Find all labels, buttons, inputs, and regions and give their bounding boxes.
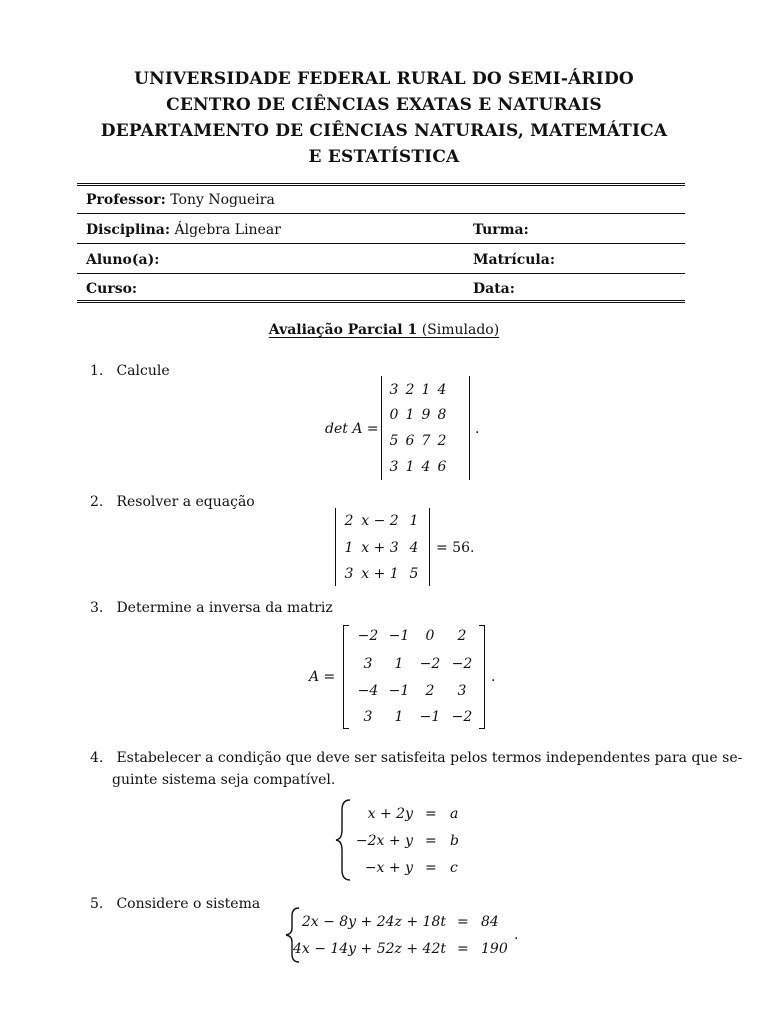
aluno-label: Aluno(a): — [86, 252, 160, 268]
matrix-entry: 2 — [425, 683, 435, 699]
matrix-entry: 4 — [421, 459, 431, 475]
matrix-entry: −4 — [357, 683, 379, 699]
matrix-entry: 3 — [363, 656, 373, 672]
question-1 — [90, 362, 170, 380]
q3-end: . — [491, 669, 496, 685]
question-5 — [90, 895, 260, 913]
question-4 — [90, 749, 742, 767]
system-term: 2x − 8y + 24z + 18t — [301, 914, 446, 930]
question-number: 5. — [90, 896, 104, 912]
turma-field — [473, 221, 529, 239]
matrix-entry: −2 — [451, 656, 473, 672]
professor-field — [86, 191, 275, 209]
question-3 — [90, 599, 333, 617]
system-term: 4x − 14y + 52z + 42t — [292, 941, 446, 957]
matrix-entry: 4 — [437, 382, 447, 398]
q3-bracket-right — [479, 625, 485, 729]
question-number: 3. — [90, 600, 104, 616]
data-field — [473, 280, 515, 298]
q5-end: . — [514, 927, 519, 943]
header-line-center: CENTRO DE CIÊNCIAS EXATAS E NATURAIS — [166, 95, 602, 115]
form-rule — [77, 243, 685, 244]
data-label: Data: — [473, 281, 515, 297]
disciplina-field — [86, 221, 281, 239]
matricula-field — [473, 251, 555, 269]
disciplina-value: Álgebra Linear — [174, 222, 281, 238]
institution-header — [60, 66, 708, 170]
q3-bracket-left — [343, 625, 349, 729]
question-2 — [90, 493, 255, 511]
matrix-entry: 8 — [437, 407, 447, 423]
system-term: = — [425, 806, 437, 822]
question-text: Determine a inversa da matriz — [116, 600, 333, 616]
matrix-entry: 2 — [405, 382, 415, 398]
q1-det-bar-right — [469, 376, 470, 480]
aluno-field — [86, 251, 159, 269]
matrix-entry: 2 — [457, 628, 467, 644]
system-term: −2x + y — [355, 833, 413, 849]
system-term: = — [457, 914, 469, 930]
q2-det-bar-right — [429, 508, 430, 586]
curso-label: Curso: — [86, 281, 138, 297]
matrix-entry: 7 — [421, 433, 431, 449]
system-term: x + 2y — [367, 806, 413, 822]
matrix-entry: −2 — [357, 628, 379, 644]
q3-lhs: A = — [309, 669, 336, 685]
professor-value: Tony Nogueira — [170, 192, 275, 208]
matrix-entry: −1 — [419, 709, 441, 725]
matrix-entry: 1 — [394, 709, 404, 725]
matrix-entry: 6 — [437, 459, 447, 475]
system-term: = — [425, 833, 437, 849]
exam-title-main: Avaliação Parcial 1 — [268, 322, 418, 338]
exam-title-sub: (Simulado) — [421, 322, 500, 338]
question-text: Resolver a equação — [116, 494, 255, 510]
matrix-entry: 3 — [344, 566, 354, 582]
professor-label: Professor: — [86, 192, 166, 208]
matrix-entry: 6 — [405, 433, 415, 449]
form-rule — [77, 273, 685, 274]
exam-title — [0, 322, 768, 338]
turma-label: Turma: — [473, 222, 529, 238]
matrix-entry: 1 — [409, 513, 419, 529]
form-top-rule — [77, 183, 685, 186]
matrix-entry: 1 — [344, 540, 354, 556]
matrix-entry: −1 — [388, 683, 410, 699]
disciplina-label: Disciplina: — [86, 222, 171, 238]
header-line-university: UNIVERSIDADE FEDERAL RURAL DO SEMI-ÁRIDO — [134, 69, 634, 89]
system-term: 84 — [481, 914, 499, 930]
curso-field — [86, 280, 137, 298]
system-term: = — [425, 860, 437, 876]
matrix-entry: 3 — [363, 709, 373, 725]
question-text: Estabelecer a condição que deve ser satisfeita pelos termos independentes para que se- — [116, 750, 743, 766]
matrix-entry: x + 1 — [361, 566, 399, 582]
question-4-cont: guinte sistema seja compatível. — [112, 772, 336, 788]
form-rule — [77, 213, 685, 214]
matricula-label: Matrícula: — [473, 252, 555, 268]
system-term: c — [450, 860, 458, 876]
system-term: = — [457, 941, 469, 957]
header-line-department: DEPARTAMENTO DE CIÊNCIAS NATURAIS, MATEMÁTICA — [100, 121, 668, 141]
matrix-entry: 9 — [421, 407, 431, 423]
matrix-entry: x + 3 — [361, 540, 399, 556]
question-number: 2. — [90, 494, 104, 510]
q2-rhs: = 56. — [436, 540, 475, 556]
matrix-entry: 5 — [389, 433, 399, 449]
matrix-entry: 1 — [394, 656, 404, 672]
matrix-entry: 0 — [425, 628, 435, 644]
matrix-entry: x − 2 — [361, 513, 399, 529]
q1-lhs: det A = — [325, 421, 379, 437]
matrix-entry: 1 — [421, 382, 431, 398]
matrix-entry: 1 — [405, 407, 415, 423]
matrix-entry: −2 — [419, 656, 441, 672]
question-number: 1. — [90, 363, 104, 379]
system-term: b — [450, 833, 459, 849]
system-term: 190 — [481, 941, 508, 957]
system-term: −x + y — [364, 860, 413, 876]
header-line-department-cont: E ESTATÍSTICA — [308, 147, 460, 167]
form-bottom-rule — [77, 300, 685, 303]
matrix-entry: −2 — [451, 709, 473, 725]
system-term: a — [450, 806, 459, 822]
question-text: Considere o sistema — [116, 896, 261, 912]
matrix-entry: 2 — [344, 513, 354, 529]
matrix-entry: 3 — [457, 683, 467, 699]
matrix-entry: 1 — [405, 459, 415, 475]
matrix-entry: 5 — [409, 566, 419, 582]
matrix-entry: 3 — [389, 459, 399, 475]
matrix-entry: 2 — [437, 433, 447, 449]
q1-end: . — [475, 421, 480, 437]
q2-det-bar-left — [335, 508, 336, 586]
matrix-entry: 3 — [389, 382, 399, 398]
q4-brace — [334, 798, 356, 882]
matrix-entry: −1 — [388, 628, 410, 644]
matrix-entry: 0 — [389, 407, 399, 423]
q1-det-bar-left — [381, 376, 382, 480]
question-number: 4. — [90, 750, 104, 766]
question-text: Calcule — [116, 363, 170, 379]
matrix-entry: 4 — [409, 540, 419, 556]
